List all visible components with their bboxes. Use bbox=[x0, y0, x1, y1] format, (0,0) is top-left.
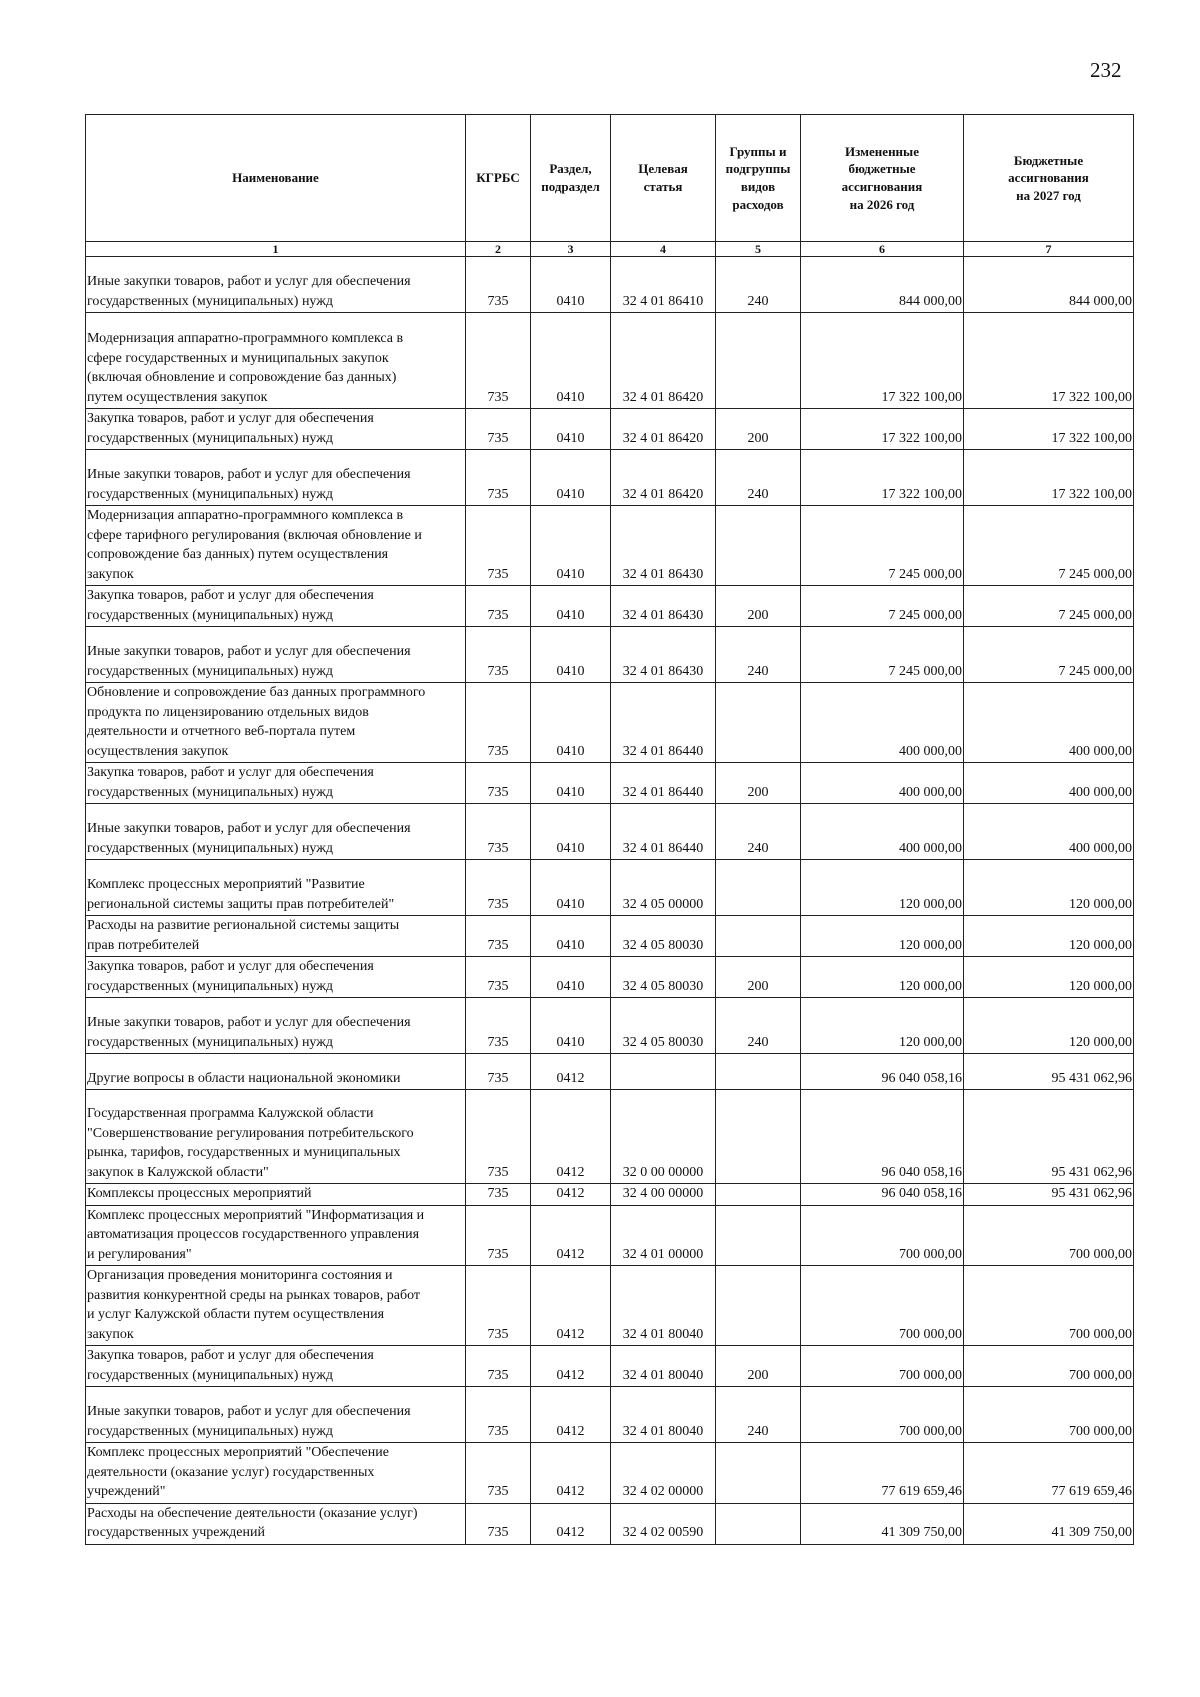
row-changed-cell: 77 619 659,46 bbox=[801, 1443, 964, 1504]
row-group-cell: 240 bbox=[716, 257, 801, 313]
row-group-cell bbox=[716, 683, 801, 763]
row-section-cell: 0412 bbox=[531, 1054, 611, 1090]
row-name-cell: Модернизация аппаратно-программного комплекса в сфере государственных и муниципальных закупок (включая обновление и сопровождение баз данных) путем осуществления закупок bbox=[86, 313, 466, 409]
row-name-cell: Организация проведения мониторинга состояния и развития конкурентной среды на рынках товаров, работ и услуг Калужской области путем осуществления закупок bbox=[86, 1266, 466, 1346]
table-row bbox=[86, 860, 1134, 916]
column-number: 5 bbox=[716, 242, 801, 257]
table-row bbox=[86, 1266, 1134, 1346]
row-kgrbs-cell: 735 bbox=[466, 763, 531, 804]
budget-table-wrapper bbox=[85, 114, 1133, 1545]
row-target-cell: 32 4 01 86410 bbox=[611, 257, 716, 313]
row-group-cell bbox=[716, 1205, 801, 1266]
row-kgrbs-cell: 735 bbox=[466, 586, 531, 627]
table-row bbox=[86, 409, 1134, 450]
row-name-cell: Комплекс процессных мероприятий "Информатизация и автоматизация процессов государственного управления и регулирования" bbox=[86, 1205, 466, 1266]
table-row bbox=[86, 1205, 1134, 1266]
row-budget-cell: 700 000,00 bbox=[964, 1387, 1134, 1443]
row-section-cell: 0412 bbox=[531, 1443, 611, 1504]
page-number: 232 bbox=[1090, 58, 1122, 82]
row-name-cell: Иные закупки товаров, работ и услуг для обеспечения государственных (муниципальных) нужд bbox=[86, 1387, 466, 1443]
table-row bbox=[86, 627, 1134, 683]
row-section-cell: 0412 bbox=[531, 1205, 611, 1266]
row-section-cell: 0410 bbox=[531, 313, 611, 409]
header-changed: Измененные бюджетные ассигнования на 2026 год bbox=[801, 115, 964, 242]
row-changed-cell: 400 000,00 bbox=[801, 763, 964, 804]
row-budget-cell: 7 245 000,00 bbox=[964, 586, 1134, 627]
row-target-cell bbox=[611, 1054, 716, 1090]
row-changed-cell: 17 322 100,00 bbox=[801, 313, 964, 409]
row-budget-cell: 400 000,00 bbox=[964, 804, 1134, 860]
header-target: Целевая статья bbox=[611, 115, 716, 242]
row-name-cell: Иные закупки товаров, работ и услуг для обеспечения государственных (муниципальных) нужд bbox=[86, 450, 466, 506]
row-changed-cell: 400 000,00 bbox=[801, 804, 964, 860]
row-kgrbs-cell: 735 bbox=[466, 1054, 531, 1090]
header-name: Наименование bbox=[86, 115, 466, 242]
row-target-cell: 32 4 05 80030 bbox=[611, 998, 716, 1054]
row-kgrbs-cell: 735 bbox=[466, 957, 531, 998]
row-kgrbs-cell: 735 bbox=[466, 1503, 531, 1544]
row-kgrbs-cell: 735 bbox=[466, 450, 531, 506]
row-target-cell: 32 4 01 86430 bbox=[611, 627, 716, 683]
row-group-cell bbox=[716, 1054, 801, 1090]
row-kgrbs-cell: 735 bbox=[466, 627, 531, 683]
row-section-cell: 0410 bbox=[531, 804, 611, 860]
table-row bbox=[86, 916, 1134, 957]
row-group-cell: 240 bbox=[716, 804, 801, 860]
row-kgrbs-cell: 735 bbox=[466, 804, 531, 860]
row-group-cell bbox=[716, 1184, 801, 1206]
row-changed-cell: 700 000,00 bbox=[801, 1346, 964, 1387]
row-kgrbs-cell: 735 bbox=[466, 409, 531, 450]
row-group-cell bbox=[716, 1266, 801, 1346]
row-changed-cell: 400 000,00 bbox=[801, 683, 964, 763]
row-changed-cell: 96 040 058,16 bbox=[801, 1054, 964, 1090]
row-changed-cell: 7 245 000,00 bbox=[801, 506, 964, 586]
row-changed-cell: 17 322 100,00 bbox=[801, 409, 964, 450]
table-row bbox=[86, 1503, 1134, 1544]
row-name-cell: Комплексы процессных мероприятий bbox=[86, 1184, 466, 1206]
row-section-cell: 0412 bbox=[531, 1266, 611, 1346]
row-name-cell: Закупка товаров, работ и услуг для обеспечения государственных (муниципальных) нужд bbox=[86, 586, 466, 627]
row-kgrbs-cell: 735 bbox=[466, 506, 531, 586]
row-group-cell: 240 bbox=[716, 1387, 801, 1443]
row-section-cell: 0410 bbox=[531, 860, 611, 916]
row-name-cell: Закупка товаров, работ и услуг для обеспечения государственных (муниципальных) нужд bbox=[86, 1346, 466, 1387]
table-row bbox=[86, 586, 1134, 627]
header-groups: Группы и подгруппы видов расходов bbox=[716, 115, 801, 242]
row-group-cell bbox=[716, 313, 801, 409]
row-target-cell: 32 0 00 00000 bbox=[611, 1090, 716, 1184]
row-kgrbs-cell: 735 bbox=[466, 1266, 531, 1346]
row-changed-cell: 700 000,00 bbox=[801, 1205, 964, 1266]
row-section-cell: 0410 bbox=[531, 586, 611, 627]
row-name-cell: Закупка товаров, работ и услуг для обеспечения государственных (муниципальных) нужд bbox=[86, 763, 466, 804]
row-section-cell: 0410 bbox=[531, 409, 611, 450]
row-kgrbs-cell: 735 bbox=[466, 860, 531, 916]
row-budget-cell: 17 322 100,00 bbox=[964, 409, 1134, 450]
row-group-cell: 240 bbox=[716, 627, 801, 683]
row-section-cell: 0412 bbox=[531, 1184, 611, 1206]
row-kgrbs-cell: 735 bbox=[466, 313, 531, 409]
row-target-cell: 32 4 05 80030 bbox=[611, 957, 716, 998]
row-changed-cell: 96 040 058,16 bbox=[801, 1090, 964, 1184]
row-target-cell: 32 4 01 86440 bbox=[611, 763, 716, 804]
header-section: Раздел, подраздел bbox=[531, 115, 611, 242]
row-budget-cell: 77 619 659,46 bbox=[964, 1443, 1134, 1504]
row-target-cell: 32 4 01 86420 bbox=[611, 313, 716, 409]
table-row bbox=[86, 1090, 1134, 1184]
row-section-cell: 0412 bbox=[531, 1387, 611, 1443]
column-number: 2 bbox=[466, 242, 531, 257]
row-target-cell: 32 4 01 00000 bbox=[611, 1205, 716, 1266]
row-target-cell: 32 4 00 00000 bbox=[611, 1184, 716, 1206]
header-row bbox=[86, 115, 1134, 242]
row-group-cell: 200 bbox=[716, 409, 801, 450]
column-number: 4 bbox=[611, 242, 716, 257]
table-row bbox=[86, 1346, 1134, 1387]
row-name-cell: Иные закупки товаров, работ и услуг для обеспечения государственных (муниципальных) нужд bbox=[86, 627, 466, 683]
row-budget-cell: 844 000,00 bbox=[964, 257, 1134, 313]
row-name-cell: Модернизация аппаратно-программного комплекса в сфере тарифного регулирования (включая обновление и сопровождение баз данных) путем осуществления закупок bbox=[86, 506, 466, 586]
table-row bbox=[86, 804, 1134, 860]
row-budget-cell: 95 431 062,96 bbox=[964, 1054, 1134, 1090]
row-changed-cell: 120 000,00 bbox=[801, 998, 964, 1054]
table-row bbox=[86, 998, 1134, 1054]
row-target-cell: 32 4 05 80030 bbox=[611, 916, 716, 957]
column-number: 3 bbox=[531, 242, 611, 257]
row-target-cell: 32 4 02 00000 bbox=[611, 1443, 716, 1504]
row-name-cell: Обновление и сопровождение баз данных программного продукта по лицензированию отдельных видов деятельности и отчетного веб-портала путем осуществления закупок bbox=[86, 683, 466, 763]
header-budget: Бюджетные ассигнования на 2027 год bbox=[964, 115, 1134, 242]
row-group-cell: 240 bbox=[716, 450, 801, 506]
row-section-cell: 0410 bbox=[531, 957, 611, 998]
row-group-cell bbox=[716, 916, 801, 957]
row-changed-cell: 120 000,00 bbox=[801, 916, 964, 957]
row-budget-cell: 120 000,00 bbox=[964, 957, 1134, 998]
row-section-cell: 0410 bbox=[531, 763, 611, 804]
row-budget-cell: 120 000,00 bbox=[964, 860, 1134, 916]
column-number: 6 bbox=[801, 242, 964, 257]
row-group-cell bbox=[716, 1443, 801, 1504]
row-target-cell: 32 4 01 86420 bbox=[611, 409, 716, 450]
table-row bbox=[86, 450, 1134, 506]
row-name-cell: Закупка товаров, работ и услуг для обеспечения государственных (муниципальных) нужд bbox=[86, 409, 466, 450]
row-budget-cell: 400 000,00 bbox=[964, 763, 1134, 804]
row-group-cell bbox=[716, 860, 801, 916]
row-changed-cell: 7 245 000,00 bbox=[801, 586, 964, 627]
column-number-row bbox=[86, 242, 1134, 257]
row-kgrbs-cell: 735 bbox=[466, 683, 531, 763]
row-changed-cell: 7 245 000,00 bbox=[801, 627, 964, 683]
row-kgrbs-cell: 735 bbox=[466, 916, 531, 957]
row-changed-cell: 120 000,00 bbox=[801, 957, 964, 998]
row-group-cell bbox=[716, 1503, 801, 1544]
row-name-cell: Другие вопросы в области национальной экономики bbox=[86, 1054, 466, 1090]
row-changed-cell: 41 309 750,00 bbox=[801, 1503, 964, 1544]
row-budget-cell: 95 431 062,96 bbox=[964, 1090, 1134, 1184]
row-section-cell: 0412 bbox=[531, 1090, 611, 1184]
row-group-cell bbox=[716, 506, 801, 586]
row-section-cell: 0412 bbox=[531, 1346, 611, 1387]
row-name-cell: Расходы на обеспечение деятельности (оказание услуг) государственных учреждений bbox=[86, 1503, 466, 1544]
row-budget-cell: 120 000,00 bbox=[964, 998, 1134, 1054]
row-budget-cell: 17 322 100,00 bbox=[964, 450, 1134, 506]
row-changed-cell: 120 000,00 bbox=[801, 860, 964, 916]
row-budget-cell: 400 000,00 bbox=[964, 683, 1134, 763]
row-name-cell: Закупка товаров, работ и услуг для обеспечения государственных (муниципальных) нужд bbox=[86, 957, 466, 998]
row-budget-cell: 17 322 100,00 bbox=[964, 313, 1134, 409]
table-row bbox=[86, 763, 1134, 804]
row-kgrbs-cell: 735 bbox=[466, 1184, 531, 1206]
row-section-cell: 0410 bbox=[531, 627, 611, 683]
row-section-cell: 0412 bbox=[531, 1503, 611, 1544]
row-budget-cell: 700 000,00 bbox=[964, 1266, 1134, 1346]
row-kgrbs-cell: 735 bbox=[466, 257, 531, 313]
row-budget-cell: 41 309 750,00 bbox=[964, 1503, 1134, 1544]
column-number: 1 bbox=[86, 242, 466, 257]
row-group-cell bbox=[716, 1090, 801, 1184]
row-budget-cell: 95 431 062,96 bbox=[964, 1184, 1134, 1206]
row-section-cell: 0410 bbox=[531, 916, 611, 957]
table-row bbox=[86, 1387, 1134, 1443]
row-group-cell: 200 bbox=[716, 586, 801, 627]
row-section-cell: 0410 bbox=[531, 683, 611, 763]
row-kgrbs-cell: 735 bbox=[466, 1090, 531, 1184]
row-budget-cell: 700 000,00 bbox=[964, 1205, 1134, 1266]
row-target-cell: 32 4 02 00590 bbox=[611, 1503, 716, 1544]
row-group-cell: 240 bbox=[716, 998, 801, 1054]
row-changed-cell: 700 000,00 bbox=[801, 1387, 964, 1443]
table-row bbox=[86, 683, 1134, 763]
row-changed-cell: 17 322 100,00 bbox=[801, 450, 964, 506]
budget-table bbox=[85, 114, 1134, 1545]
table-row bbox=[86, 1184, 1134, 1206]
table-row bbox=[86, 257, 1134, 313]
row-name-cell: Государственная программа Калужской области "Совершенствование регулирования потребительского рынка, тарифов, государственных и муниципальных закупок в Калужской области" bbox=[86, 1090, 466, 1184]
table-row bbox=[86, 1054, 1134, 1090]
row-section-cell: 0410 bbox=[531, 257, 611, 313]
row-target-cell: 32 4 05 00000 bbox=[611, 860, 716, 916]
row-target-cell: 32 4 01 86430 bbox=[611, 586, 716, 627]
row-kgrbs-cell: 735 bbox=[466, 1387, 531, 1443]
row-section-cell: 0410 bbox=[531, 506, 611, 586]
row-name-cell: Расходы на развитие региональной системы защиты прав потребителей bbox=[86, 916, 466, 957]
row-group-cell: 200 bbox=[716, 763, 801, 804]
row-kgrbs-cell: 735 bbox=[466, 1346, 531, 1387]
row-target-cell: 32 4 01 86430 bbox=[611, 506, 716, 586]
row-name-cell: Иные закупки товаров, работ и услуг для обеспечения государственных (муниципальных) нужд bbox=[86, 804, 466, 860]
row-target-cell: 32 4 01 86440 bbox=[611, 804, 716, 860]
row-group-cell: 200 bbox=[716, 1346, 801, 1387]
row-section-cell: 0410 bbox=[531, 450, 611, 506]
row-group-cell: 200 bbox=[716, 957, 801, 998]
row-name-cell: Комплекс процессных мероприятий "Обеспечение деятельности (оказание услуг) государственных учреждений" bbox=[86, 1443, 466, 1504]
row-changed-cell: 700 000,00 bbox=[801, 1266, 964, 1346]
row-budget-cell: 120 000,00 bbox=[964, 916, 1134, 957]
row-kgrbs-cell: 735 bbox=[466, 998, 531, 1054]
row-changed-cell: 844 000,00 bbox=[801, 257, 964, 313]
row-target-cell: 32 4 01 80040 bbox=[611, 1346, 716, 1387]
table-row bbox=[86, 506, 1134, 586]
row-name-cell: Комплекс процессных мероприятий "Развитие региональной системы защиты прав потребителей" bbox=[86, 860, 466, 916]
table-row bbox=[86, 1443, 1134, 1504]
row-target-cell: 32 4 01 86440 bbox=[611, 683, 716, 763]
row-name-cell: Иные закупки товаров, работ и услуг для обеспечения государственных (муниципальных) нужд bbox=[86, 257, 466, 313]
row-kgrbs-cell: 735 bbox=[466, 1443, 531, 1504]
row-target-cell: 32 4 01 86420 bbox=[611, 450, 716, 506]
column-number: 7 bbox=[964, 242, 1134, 257]
row-name-cell: Иные закупки товаров, работ и услуг для обеспечения государственных (муниципальных) нужд bbox=[86, 998, 466, 1054]
row-target-cell: 32 4 01 80040 bbox=[611, 1266, 716, 1346]
row-section-cell: 0410 bbox=[531, 998, 611, 1054]
row-target-cell: 32 4 01 80040 bbox=[611, 1387, 716, 1443]
table-row bbox=[86, 313, 1134, 409]
row-budget-cell: 7 245 000,00 bbox=[964, 627, 1134, 683]
header-kgrbs: КГРБС bbox=[466, 115, 531, 242]
row-kgrbs-cell: 735 bbox=[466, 1205, 531, 1266]
table-row bbox=[86, 957, 1134, 998]
row-budget-cell: 7 245 000,00 bbox=[964, 506, 1134, 586]
row-budget-cell: 700 000,00 bbox=[964, 1346, 1134, 1387]
row-changed-cell: 96 040 058,16 bbox=[801, 1184, 964, 1206]
table-body bbox=[86, 257, 1134, 1545]
